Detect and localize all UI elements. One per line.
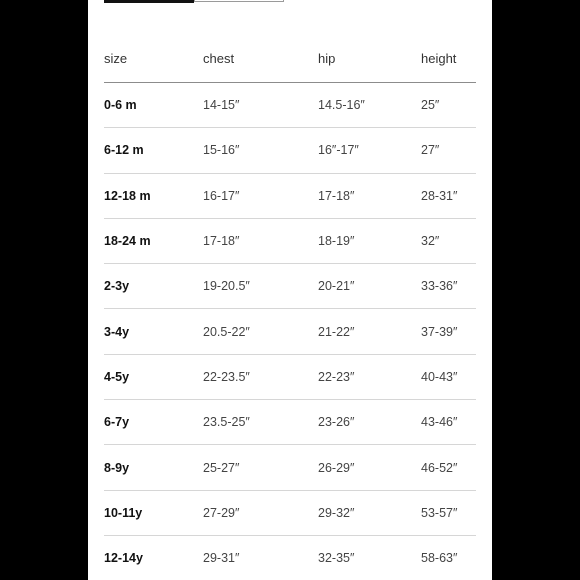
hip-cell: 20-21″ <box>318 264 421 309</box>
size-chart-table <box>104 35 476 580</box>
table-row <box>104 535 476 580</box>
chest-cell: 27-29″ <box>203 490 318 535</box>
height-cell: 58-63″ <box>421 535 476 580</box>
size-cell: 6-7y <box>104 400 203 445</box>
table-row <box>104 264 476 309</box>
chest-cell: 14-15″ <box>203 83 318 128</box>
table-row <box>104 400 476 445</box>
size-cell: 6-12 m <box>104 128 203 173</box>
column-header-hip: hip <box>318 35 421 83</box>
height-cell: 25″ <box>421 83 476 128</box>
chest-cell: 16-17″ <box>203 173 318 218</box>
size-cell: 10-11y <box>104 490 203 535</box>
chest-cell: 20.5-22″ <box>203 309 318 354</box>
size-cell: 12-14y <box>104 535 203 580</box>
table-row <box>104 490 476 535</box>
tab-unselected[interactable] <box>194 0 284 2</box>
table-row <box>104 354 476 399</box>
column-header-height: height <box>421 35 476 83</box>
hip-cell: 32-35″ <box>318 535 421 580</box>
height-cell: 46-52″ <box>421 445 476 490</box>
height-cell: 32″ <box>421 218 476 263</box>
table-row <box>104 83 476 128</box>
table-row <box>104 445 476 490</box>
hip-cell: 17-18″ <box>318 173 421 218</box>
size-cell: 8-9y <box>104 445 203 490</box>
height-cell: 33-36″ <box>421 264 476 309</box>
hip-cell: 18-19″ <box>318 218 421 263</box>
hip-cell: 26-29″ <box>318 445 421 490</box>
table-row <box>104 173 476 218</box>
size-cell: 2-3y <box>104 264 203 309</box>
height-cell: 53-57″ <box>421 490 476 535</box>
size-chart-panel <box>88 0 492 580</box>
column-header-size: size <box>104 35 203 83</box>
chest-cell: 29-31″ <box>203 535 318 580</box>
chest-cell: 25-27″ <box>203 445 318 490</box>
hip-cell: 14.5-16″ <box>318 83 421 128</box>
chest-cell: 19-20.5″ <box>203 264 318 309</box>
chest-cell: 22-23.5″ <box>203 354 318 399</box>
hip-cell: 23-26″ <box>318 400 421 445</box>
size-cell: 12-18 m <box>104 173 203 218</box>
size-cell: 3-4y <box>104 309 203 354</box>
chest-cell: 15-16″ <box>203 128 318 173</box>
table-row <box>104 128 476 173</box>
chest-cell: 23.5-25″ <box>203 400 318 445</box>
hip-cell: 22-23″ <box>318 354 421 399</box>
hip-cell: 21-22″ <box>318 309 421 354</box>
table-row <box>104 218 476 263</box>
size-cell: 18-24 m <box>104 218 203 263</box>
table-row <box>104 309 476 354</box>
size-cell: 4-5y <box>104 354 203 399</box>
size-cell: 0-6 m <box>104 83 203 128</box>
unit-tabs <box>104 0 284 3</box>
hip-cell: 16″-17″ <box>318 128 421 173</box>
height-cell: 37-39″ <box>421 309 476 354</box>
table-header-row <box>104 35 476 83</box>
column-header-chest: chest <box>203 35 318 83</box>
height-cell: 43-46″ <box>421 400 476 445</box>
height-cell: 40-43″ <box>421 354 476 399</box>
chest-cell: 17-18″ <box>203 218 318 263</box>
hip-cell: 29-32″ <box>318 490 421 535</box>
tab-selected[interactable] <box>104 0 194 3</box>
height-cell: 27″ <box>421 128 476 173</box>
height-cell: 28-31″ <box>421 173 476 218</box>
